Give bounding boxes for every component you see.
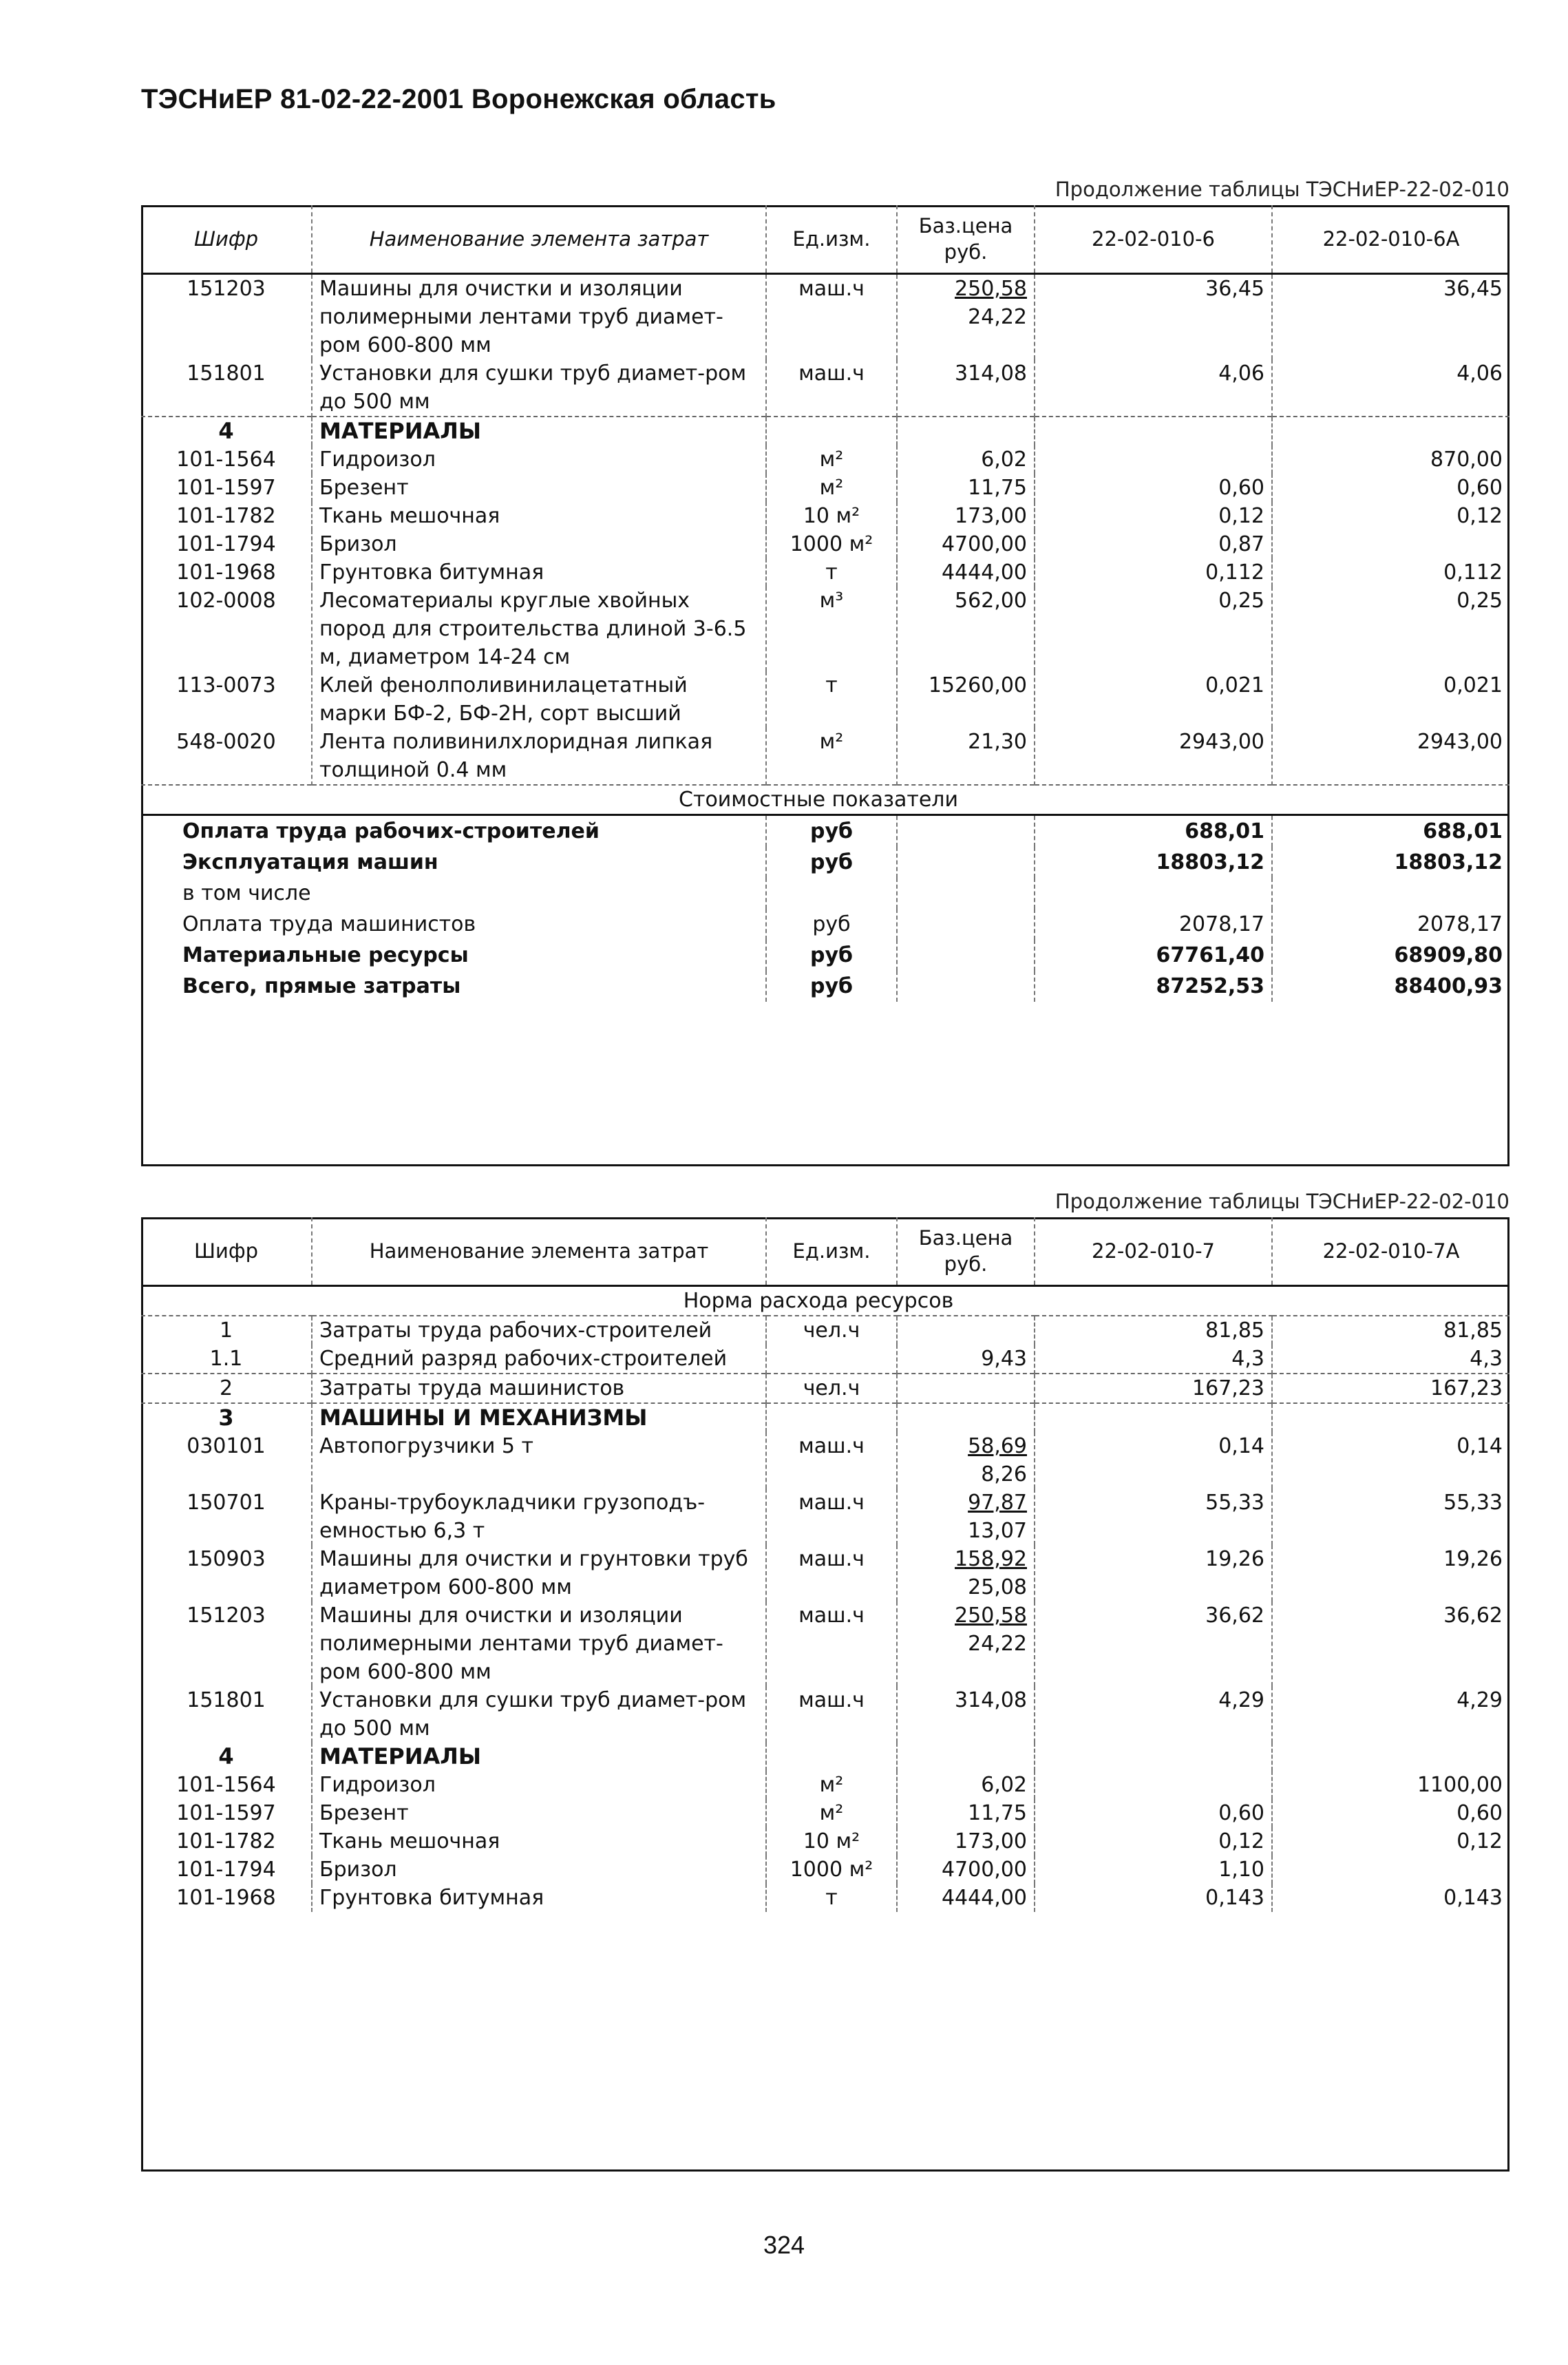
col-header-norm-a: 22-02-010-7	[1035, 1217, 1272, 1286]
row-unit: м³	[766, 587, 897, 671]
summary-row	[141, 847, 1509, 878]
row-price: 21,30	[897, 728, 1035, 785]
row-name: Лента поливинилхлоридная липкая толщиной 0.4 мм	[312, 728, 766, 785]
table1	[141, 205, 1509, 1002]
row-name: Грунтовка битумная	[312, 1884, 766, 1912]
table-row	[141, 1316, 1509, 1345]
row-code: 151203	[187, 277, 266, 301]
row-price	[897, 1545, 1035, 1601]
col-header-price: Баз.цена руб.	[897, 1217, 1035, 1286]
row-unit: 1000 м²	[766, 530, 897, 558]
row-price	[897, 1601, 1035, 1686]
row-price: 11,75	[897, 474, 1035, 502]
summary-price	[897, 815, 1035, 848]
table1-summary	[141, 815, 1509, 1002]
table-row	[141, 274, 1509, 360]
row-norm-b: 0,60	[1272, 1799, 1509, 1827]
row-unit	[766, 1345, 897, 1374]
row-price: 6,02	[897, 445, 1035, 474]
row-norm-a: 0,25	[1035, 587, 1272, 671]
table-row	[141, 1345, 1509, 1374]
row-code: 2	[141, 1374, 312, 1403]
section-number: 3	[141, 1403, 312, 1432]
price-machinist-wage: 25,08	[968, 1575, 1027, 1599]
row-code: 151801	[187, 1688, 266, 1712]
row-price	[897, 1374, 1035, 1403]
summary-value-a: 688,01	[1035, 815, 1272, 848]
row-price: 314,08	[897, 359, 1035, 417]
row-unit: маш.ч	[766, 1601, 897, 1686]
summary-value-a: 18803,12	[1035, 847, 1272, 878]
row-unit: 10 м²	[766, 502, 897, 530]
row-norm-a: 2943,00	[1035, 728, 1272, 785]
row-name: Установки для сушки труб диамет-ром до 500 мм	[312, 359, 766, 417]
row-price: 173,00	[897, 1827, 1035, 1856]
row-norm-b: 0,143	[1272, 1884, 1509, 1912]
row-name: Бризол	[312, 1856, 766, 1884]
table-row	[141, 1884, 1509, 1912]
row-norm-a: 0,14	[1035, 1432, 1272, 1489]
row-price: 314,08	[897, 1686, 1035, 1743]
summary-value-a: 87252,53	[1035, 971, 1272, 1002]
row-norm-b: 19,26	[1272, 1545, 1509, 1601]
row-code: 1	[141, 1316, 312, 1345]
row-name: Гидроизол	[312, 1771, 766, 1799]
cost-band-row	[141, 785, 1509, 815]
table-row	[141, 1827, 1509, 1856]
summary-row	[141, 971, 1509, 1002]
summary-unit	[766, 878, 897, 909]
summary-label: Всего, прямые затраты	[182, 974, 461, 998]
row-norm-b: 0,021	[1272, 671, 1509, 728]
price-machinist-wage: 13,07	[968, 1519, 1027, 1543]
row-norm-a: 167,23	[1035, 1374, 1272, 1403]
table-row	[141, 445, 1509, 474]
row-code: 102-0008	[176, 589, 276, 613]
summary-row	[141, 878, 1509, 909]
table-row	[141, 1771, 1509, 1799]
row-name: Ткань мешочная	[312, 1827, 766, 1856]
row-unit: м²	[766, 1771, 897, 1799]
table-row	[141, 728, 1509, 785]
row-name: Установки для сушки труб диамет-ром до 500 мм	[312, 1686, 766, 1743]
table1-caption: Продолжение таблицы ТЭСНиЕР-22-02-010	[1055, 178, 1509, 201]
section-number: 4	[218, 1743, 234, 1769]
row-norm-b: 81,85	[1272, 1316, 1509, 1345]
table-row	[141, 1856, 1509, 1884]
table-row	[141, 1799, 1509, 1827]
summary-label: Оплата труда машинистов	[182, 912, 476, 936]
row-price: 15260,00	[897, 671, 1035, 728]
row-norm-a: 0,12	[1035, 1827, 1272, 1856]
row-norm-b: 0,14	[1272, 1432, 1509, 1489]
row-price	[897, 274, 1035, 360]
row-unit: т	[766, 1884, 897, 1912]
row-norm-b: 36,62	[1272, 1601, 1509, 1686]
section-row	[141, 417, 1509, 445]
row-unit: м²	[766, 474, 897, 502]
summary-price	[897, 847, 1035, 878]
row-norm-b: 0,60	[1272, 474, 1509, 502]
row-name: Машины для очистки и грунтовки труб диаметром 600-800 мм	[312, 1545, 766, 1601]
row-name: Автопогрузчики 5 т	[312, 1432, 766, 1489]
summary-row	[141, 909, 1509, 940]
row-unit: чел.ч	[766, 1316, 897, 1345]
row-name: Брезент	[312, 1799, 766, 1827]
table-row	[141, 558, 1509, 587]
row-code: 101-1597	[176, 1801, 276, 1825]
col-header-code: Шифр	[141, 1217, 312, 1286]
row-norm-a: 0,87	[1035, 530, 1272, 558]
row-code: 1.1	[209, 1347, 243, 1371]
row-norm-b: 0,12	[1272, 502, 1509, 530]
row-norm-b	[1272, 1856, 1509, 1884]
row-name: Грунтовка битумная	[312, 558, 766, 587]
table2-header-row	[141, 1217, 1509, 1286]
summary-price	[897, 909, 1035, 940]
table1-machines	[141, 274, 1509, 417]
col-header-unit: Ед.изм.	[766, 205, 897, 274]
table-row	[141, 1601, 1509, 1686]
price-machinist-wage: 24,22	[968, 305, 1027, 329]
summary-value-a	[1035, 878, 1272, 909]
norm-band-label: Норма расхода ресурсов	[683, 1289, 954, 1313]
row-norm-a: 0,60	[1035, 1799, 1272, 1827]
row-name: Средний разряд рабочих-строителей	[312, 1345, 766, 1374]
row-norm-b: 36,45	[1272, 274, 1509, 360]
summary-label: Материальные ресурсы	[182, 943, 469, 967]
row-code: 101-1564	[176, 1773, 276, 1797]
row-name: Лесоматериалы круглые хвойных пород для строительства длиной 3-6.5 м, диаметром 14-24 см	[312, 587, 766, 671]
summary-unit: руб	[766, 847, 897, 878]
row-price	[897, 1316, 1035, 1345]
table1-header-row	[141, 205, 1509, 274]
section-title: МАШИНЫ И МЕХАНИЗМЫ	[312, 1403, 766, 1432]
section-number: 4	[141, 417, 312, 445]
row-norm-b: 55,33	[1272, 1489, 1509, 1545]
table2-labor	[141, 1316, 1509, 1403]
row-norm-a: 36,62	[1035, 1601, 1272, 1686]
summary-row	[141, 940, 1509, 971]
row-unit: м²	[766, 728, 897, 785]
row-norm-a	[1035, 445, 1272, 474]
row-norm-a: 0,021	[1035, 671, 1272, 728]
price-main: 97,87	[968, 1491, 1027, 1515]
row-norm-b: 0,25	[1272, 587, 1509, 671]
price-main: 58,69	[968, 1434, 1027, 1458]
summary-unit: руб	[766, 940, 897, 971]
row-price: 4700,00	[897, 530, 1035, 558]
row-code: 150903	[187, 1547, 266, 1571]
table-row	[141, 1374, 1509, 1403]
row-norm-a: 4,06	[1035, 359, 1272, 417]
summary-price	[897, 971, 1035, 1002]
row-name: Затраты труда машинистов	[312, 1374, 766, 1403]
row-norm-b: 870,00	[1272, 445, 1509, 474]
row-name: Ткань мешочная	[312, 502, 766, 530]
row-norm-a: 0,60	[1035, 474, 1272, 502]
table-row	[141, 1545, 1509, 1601]
row-norm-a: 36,45	[1035, 274, 1272, 360]
row-unit: маш.ч	[766, 274, 897, 360]
row-norm-b: 4,29	[1272, 1686, 1509, 1743]
row-price: 4444,00	[897, 1884, 1035, 1912]
row-norm-a: 0,12	[1035, 502, 1272, 530]
row-unit: маш.ч	[766, 1686, 897, 1743]
summary-value-b: 88400,93	[1272, 971, 1509, 1002]
row-price: 6,02	[897, 1771, 1035, 1799]
summary-label: Оплата труда рабочих-строителей	[182, 819, 600, 843]
row-name: Клей фенолполивинилацетатный марки БФ-2, БФ-2Н, сорт высший	[312, 671, 766, 728]
summary-unit: руб	[766, 815, 897, 848]
row-name: Машины для очистки и изоляции полимерными лентами труб диамет-ром 600-800 мм	[312, 274, 766, 360]
page-number: 324	[763, 2231, 805, 2259]
price-main: 158,92	[955, 1547, 1027, 1571]
row-norm-a: 4,29	[1035, 1686, 1272, 1743]
row-norm-b	[1272, 530, 1509, 558]
row-unit: м²	[766, 445, 897, 474]
section-title: МАТЕРИАЛЫ	[312, 417, 766, 445]
row-norm-a: 55,33	[1035, 1489, 1272, 1545]
row-price: 9,43	[897, 1345, 1035, 1374]
row-name: Гидроизол	[312, 445, 766, 474]
price-machinist-wage: 8,26	[981, 1462, 1027, 1486]
row-unit: чел.ч	[766, 1374, 897, 1403]
summary-label: в том числе	[182, 881, 311, 905]
summary-label: Эксплуатация машин	[182, 850, 438, 874]
summary-unit: руб	[766, 909, 897, 940]
row-code: 101-1968	[176, 560, 276, 585]
table-row	[141, 530, 1509, 558]
row-unit: маш.ч	[766, 1432, 897, 1489]
section-title: МАТЕРИАЛЫ	[312, 1743, 766, 1771]
row-norm-b: 0,112	[1272, 558, 1509, 587]
summary-value-b: 688,01	[1272, 815, 1509, 848]
row-unit: т	[766, 671, 897, 728]
summary-unit: руб	[766, 971, 897, 1002]
row-price: 173,00	[897, 502, 1035, 530]
row-price: 11,75	[897, 1799, 1035, 1827]
row-code: 150701	[187, 1491, 266, 1515]
summary-value-b: 2078,17	[1272, 909, 1509, 940]
price-main: 250,58	[955, 277, 1027, 301]
row-unit: маш.ч	[766, 1489, 897, 1545]
row-norm-b: 1100,00	[1272, 1771, 1509, 1799]
row-price	[897, 1432, 1035, 1489]
table1-materials	[141, 445, 1509, 785]
row-norm-a: 4,3	[1035, 1345, 1272, 1374]
row-code: 101-1794	[176, 1858, 276, 1882]
cost-band-label: Стоимостные показатели	[141, 785, 1509, 815]
row-code: 030101	[187, 1434, 266, 1458]
row-code: 113-0073	[176, 673, 276, 697]
row-price: 4444,00	[897, 558, 1035, 587]
section-row	[141, 1743, 1509, 1771]
row-norm-a: 1,10	[1035, 1856, 1272, 1884]
table2	[141, 1217, 1509, 1912]
col-header-unit: Ед.изм.	[766, 1217, 897, 1286]
price-machinist-wage: 24,22	[968, 1632, 1027, 1656]
row-norm-b: 0,12	[1272, 1827, 1509, 1856]
row-code: 101-1794	[176, 532, 276, 556]
document-header: ТЭСНиЕР 81-02-22-2001 Воронежская область	[141, 84, 776, 114]
col-header-norm-b: 22-02-010-6А	[1272, 205, 1509, 274]
row-norm-a: 0,112	[1035, 558, 1272, 587]
col-header-norm-a: 22-02-010-6	[1035, 205, 1272, 274]
col-header-price: Баз.цена руб.	[897, 205, 1035, 274]
row-name: Затраты труда рабочих-строителей	[312, 1316, 766, 1345]
table-row	[141, 359, 1509, 417]
row-code: 151801	[187, 361, 266, 386]
table-row	[141, 502, 1509, 530]
row-code: 101-1782	[176, 504, 276, 528]
row-unit: маш.ч	[766, 359, 897, 417]
col-header-name: Наименование элемента затрат	[312, 205, 766, 274]
table-row	[141, 474, 1509, 502]
row-norm-b: 167,23	[1272, 1374, 1509, 1403]
price-main: 250,58	[955, 1604, 1027, 1628]
table2-materials	[141, 1771, 1509, 1912]
row-norm-b: 4,3	[1272, 1345, 1509, 1374]
row-code: 548-0020	[176, 730, 276, 754]
summary-value-b: 68909,80	[1272, 940, 1509, 971]
norm-band-row	[141, 1286, 1509, 1316]
row-unit: т	[766, 558, 897, 587]
row-unit: маш.ч	[766, 1545, 897, 1601]
row-unit: 1000 м²	[766, 1856, 897, 1884]
summary-price	[897, 940, 1035, 971]
summary-row	[141, 815, 1509, 848]
row-name: Брезент	[312, 474, 766, 502]
row-norm-b: 4,06	[1272, 359, 1509, 417]
summary-value-a: 2078,17	[1035, 909, 1272, 940]
row-code: 101-1597	[176, 476, 276, 500]
summary-price	[897, 878, 1035, 909]
row-norm-a: 0,143	[1035, 1884, 1272, 1912]
row-unit: 10 м²	[766, 1827, 897, 1856]
row-code: 101-1782	[176, 1829, 276, 1853]
table-row	[141, 1489, 1509, 1545]
row-norm-b: 2943,00	[1272, 728, 1509, 785]
row-norm-a	[1035, 1771, 1272, 1799]
summary-value-a: 67761,40	[1035, 940, 1272, 971]
row-name: Краны-трубоукладчики грузоподъ-емностью 6,3 т	[312, 1489, 766, 1545]
col-header-code: Шифр	[141, 205, 312, 274]
table-row	[141, 671, 1509, 728]
table-row	[141, 587, 1509, 671]
row-code: 101-1564	[176, 448, 276, 472]
row-price: 562,00	[897, 587, 1035, 671]
row-code: 101-1968	[176, 1886, 276, 1910]
col-header-name: Наименование элемента затрат	[312, 1217, 766, 1286]
section-row	[141, 1403, 1509, 1432]
row-norm-a: 19,26	[1035, 1545, 1272, 1601]
table-row	[141, 1686, 1509, 1743]
table-row	[141, 1432, 1509, 1489]
summary-value-b	[1272, 878, 1509, 909]
col-header-norm-b: 22-02-010-7А	[1272, 1217, 1509, 1286]
row-price	[897, 1489, 1035, 1545]
row-norm-a: 81,85	[1035, 1316, 1272, 1345]
row-price: 4700,00	[897, 1856, 1035, 1884]
row-code: 151203	[187, 1604, 266, 1628]
table2-machines	[141, 1432, 1509, 1743]
row-name: Машины для очистки и изоляции полимерными лентами труб диамет-ром 600-800 мм	[312, 1601, 766, 1686]
table2-caption: Продолжение таблицы ТЭСНиЕР-22-02-010	[1055, 1190, 1509, 1213]
row-name: Бризол	[312, 530, 766, 558]
summary-value-b: 18803,12	[1272, 847, 1509, 878]
row-unit: м²	[766, 1799, 897, 1827]
